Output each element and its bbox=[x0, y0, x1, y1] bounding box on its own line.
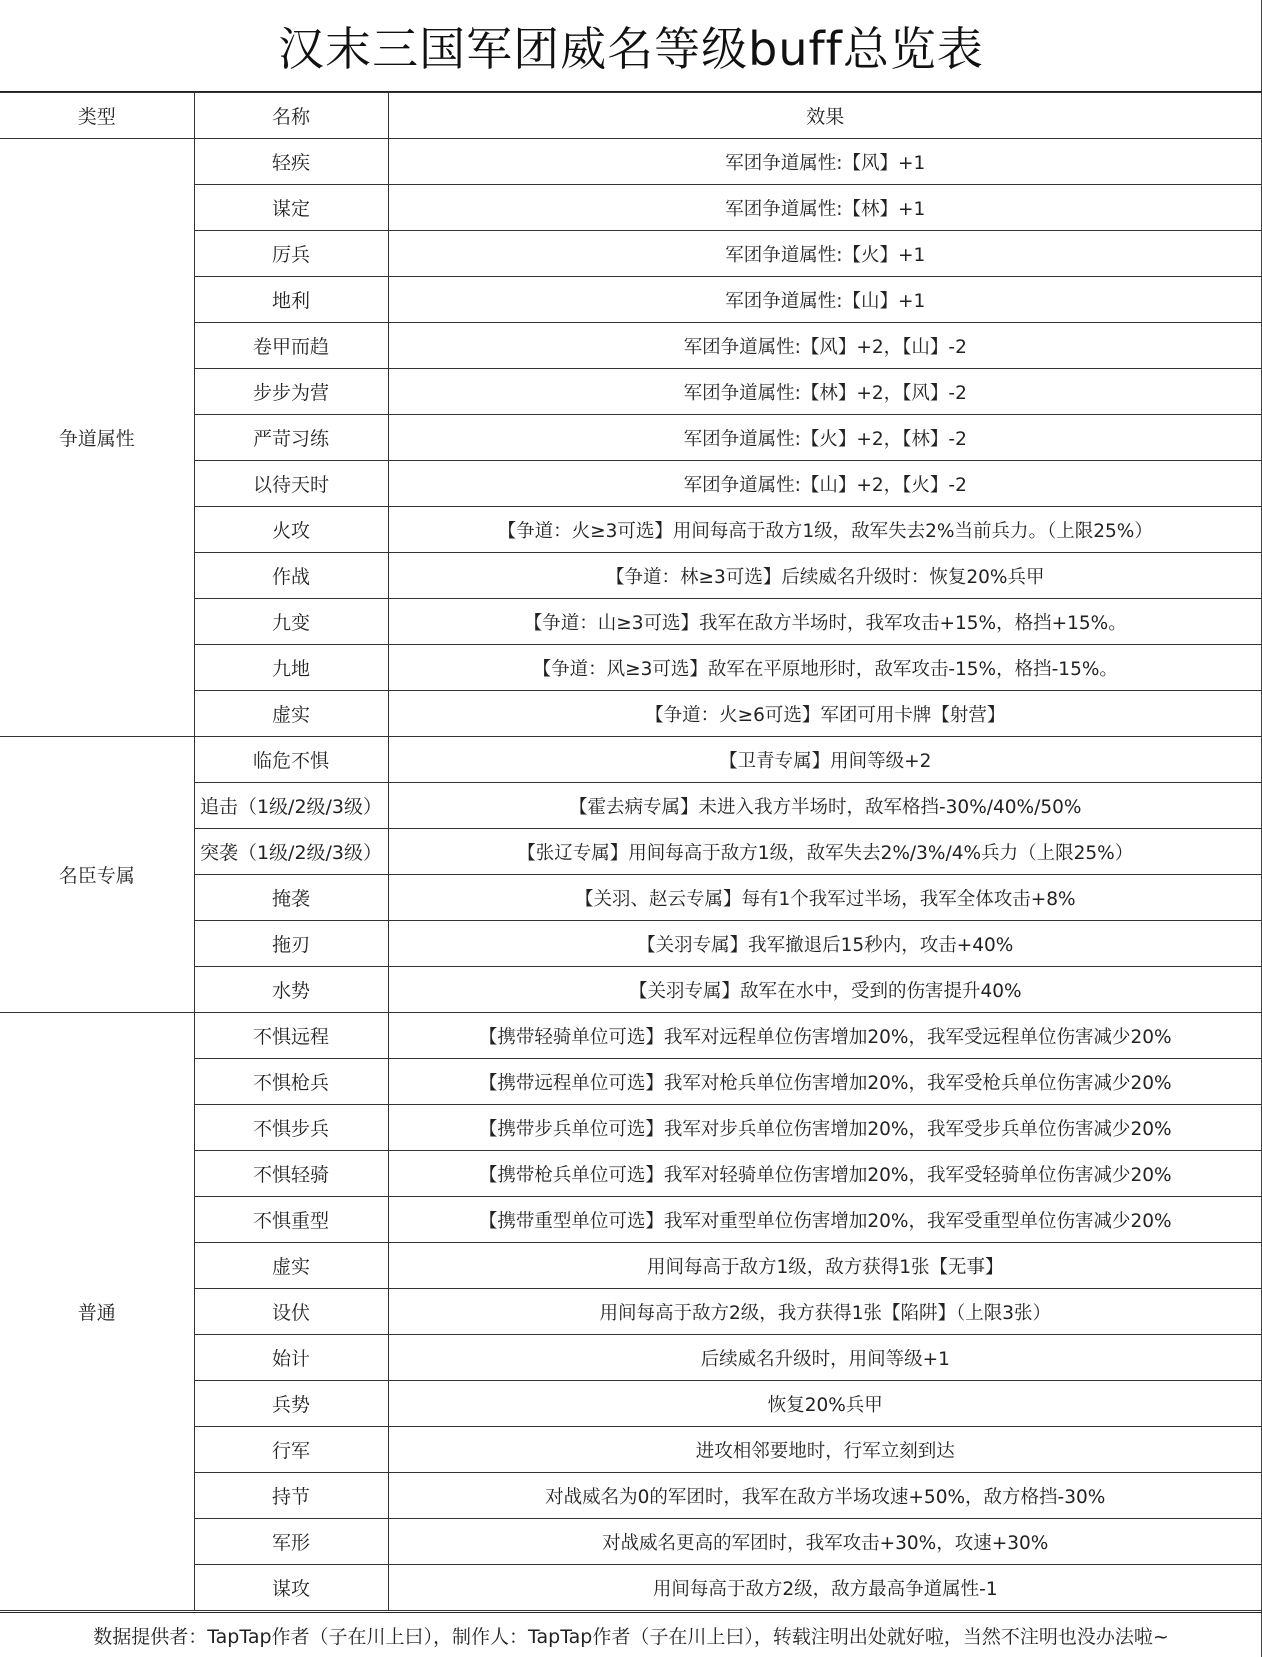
effect-cell: 【张辽专属】用间每高于敌方1级，敌军失去2%/3%/4%兵力（上限25%） bbox=[388, 829, 1262, 875]
effect-cell: 【关羽专属】敌军在水中，受到的伤害提升40% bbox=[388, 967, 1262, 1013]
effect-cell: 【争道：山≥3可选】我军在敌方半场时，我军攻击+15%，格挡+15%。 bbox=[388, 599, 1262, 645]
effect-cell: 【争道：林≥3可选】后续威名升级时：恢复20%兵甲 bbox=[388, 553, 1262, 599]
name-cell: 虚实 bbox=[194, 1243, 388, 1289]
name-cell: 厉兵 bbox=[194, 231, 388, 277]
effect-cell: 用间每高于敌方2级，我方获得1张【陷阱】（上限3张） bbox=[388, 1289, 1262, 1335]
effect-cell: 【携带远程单位可选】我军对枪兵单位伤害增加20%，我军受枪兵单位伤害减少20% bbox=[388, 1059, 1262, 1105]
name-cell: 虚实 bbox=[194, 691, 388, 737]
name-cell: 军形 bbox=[194, 1519, 388, 1565]
effect-cell: 军团争道属性:【风】+1 bbox=[388, 139, 1262, 185]
effect-cell: 恢复20%兵甲 bbox=[388, 1381, 1262, 1427]
effect-cell: 军团争道属性:【林】+1 bbox=[388, 185, 1262, 231]
name-cell: 地利 bbox=[194, 277, 388, 323]
effect-cell: 军团争道属性:【山】+1 bbox=[388, 277, 1262, 323]
name-cell: 不惧步兵 bbox=[194, 1105, 388, 1151]
effect-cell: 军团争道属性:【山】+2，【火】-2 bbox=[388, 461, 1262, 507]
effect-cell: 【关羽专属】我军撤退后15秒内，攻击+40% bbox=[388, 921, 1262, 967]
name-cell: 水势 bbox=[194, 967, 388, 1013]
name-cell: 行军 bbox=[194, 1427, 388, 1473]
name-cell: 严苛习练 bbox=[194, 415, 388, 461]
name-cell: 不惧重型 bbox=[194, 1197, 388, 1243]
name-cell: 九变 bbox=[194, 599, 388, 645]
name-cell: 步步为营 bbox=[194, 369, 388, 415]
effect-cell: 进攻相邻要地时，行军立刻到达 bbox=[388, 1427, 1262, 1473]
effect-cell: 【争道：风≥3可选】敌军在平原地形时，敌军攻击-15%，格挡-15%。 bbox=[388, 645, 1262, 691]
name-cell: 不惧枪兵 bbox=[194, 1059, 388, 1105]
page-title: 汉末三国军团威名等级buff总览表 bbox=[0, 0, 1262, 92]
effect-cell: 【关羽、赵云专属】每有1个我军过半场，我军全体攻击+8% bbox=[388, 875, 1262, 921]
name-cell: 作战 bbox=[194, 553, 388, 599]
effect-cell: 【卫青专属】用间等级+2 bbox=[388, 737, 1262, 783]
buff-table bbox=[0, 92, 1262, 1611]
name-cell: 九地 bbox=[194, 645, 388, 691]
name-cell: 掩袭 bbox=[194, 875, 388, 921]
name-cell: 始计 bbox=[194, 1335, 388, 1381]
name-cell: 谋攻 bbox=[194, 1565, 388, 1611]
header-type: 类型 bbox=[0, 93, 194, 139]
type-cell: 争道属性 bbox=[0, 139, 194, 737]
effect-cell: 【争道：火≥3可选】用间每高于敌方1级，敌军失去2%当前兵力。（上限25%） bbox=[388, 507, 1262, 553]
effect-cell: 军团争道属性:【风】+2，【山】-2 bbox=[388, 323, 1262, 369]
effect-cell: 对战威名更高的军团时，我军攻击+30%，攻速+30% bbox=[388, 1519, 1262, 1565]
effect-cell: 后续威名升级时，用间等级+1 bbox=[388, 1335, 1262, 1381]
name-cell: 不惧轻骑 bbox=[194, 1151, 388, 1197]
effect-cell: 军团争道属性:【林】+2，【风】-2 bbox=[388, 369, 1262, 415]
table-header-row bbox=[0, 93, 1262, 139]
name-cell: 以待天时 bbox=[194, 461, 388, 507]
name-cell: 谋定 bbox=[194, 185, 388, 231]
name-cell: 不惧远程 bbox=[194, 1013, 388, 1059]
name-cell: 卷甲而趋 bbox=[194, 323, 388, 369]
effect-cell: 【争道：火≥6可选】军团可用卡牌【射营】 bbox=[388, 691, 1262, 737]
name-cell: 突袭（1级/2级/3级） bbox=[194, 829, 388, 875]
effect-cell: 用间每高于敌方1级，敌方获得1张【无事】 bbox=[388, 1243, 1262, 1289]
type-cell: 名臣专属 bbox=[0, 737, 194, 1013]
table-body bbox=[0, 139, 1262, 1611]
effect-cell: 【携带步兵单位可选】我军对步兵单位伤害增加20%，我军受步兵单位伤害减少20% bbox=[388, 1105, 1262, 1151]
name-cell: 设伏 bbox=[194, 1289, 388, 1335]
name-cell: 持节 bbox=[194, 1473, 388, 1519]
type-cell: 普通 bbox=[0, 1013, 194, 1611]
table-row bbox=[0, 737, 1262, 783]
name-cell: 火攻 bbox=[194, 507, 388, 553]
header-name: 名称 bbox=[194, 93, 388, 139]
effect-cell: 对战威名为0的军团时，我军在敌方半场攻速+50%，敌方格挡-30% bbox=[388, 1473, 1262, 1519]
effect-cell: 【携带轻骑单位可选】我军对远程单位伤害增加20%，我军受远程单位伤害减少20% bbox=[388, 1013, 1262, 1059]
effect-cell: 用间每高于敌方2级，敌方最高争道属性-1 bbox=[388, 1565, 1262, 1611]
effect-cell: 军团争道属性:【火】+1 bbox=[388, 231, 1262, 277]
effect-cell: 【霍去病专属】未进入我方半场时，敌军格挡-30%/40%/50% bbox=[388, 783, 1262, 829]
table-row bbox=[0, 139, 1262, 185]
effect-cell: 【携带枪兵单位可选】我军对轻骑单位伤害增加20%，我军受轻骑单位伤害减少20% bbox=[388, 1151, 1262, 1197]
name-cell: 拖刃 bbox=[194, 921, 388, 967]
effect-cell: 军团争道属性:【火】+2，【林】-2 bbox=[388, 415, 1262, 461]
name-cell: 轻疾 bbox=[194, 139, 388, 185]
table-row bbox=[0, 1013, 1262, 1059]
name-cell: 兵势 bbox=[194, 1381, 388, 1427]
effect-cell: 【携带重型单位可选】我军对重型单位伤害增加20%，我军受重型单位伤害减少20% bbox=[388, 1197, 1262, 1243]
header-effect: 效果 bbox=[388, 93, 1262, 139]
name-cell: 追击（1级/2级/3级） bbox=[194, 783, 388, 829]
name-cell: 临危不惧 bbox=[194, 737, 388, 783]
footer-credits: 数据提供者：TapTap作者（子在川上曰），制作人：TapTap作者（子在川上曰），转载注明出处就好啦，当然不注明也没办法啦~ bbox=[0, 1612, 1262, 1657]
